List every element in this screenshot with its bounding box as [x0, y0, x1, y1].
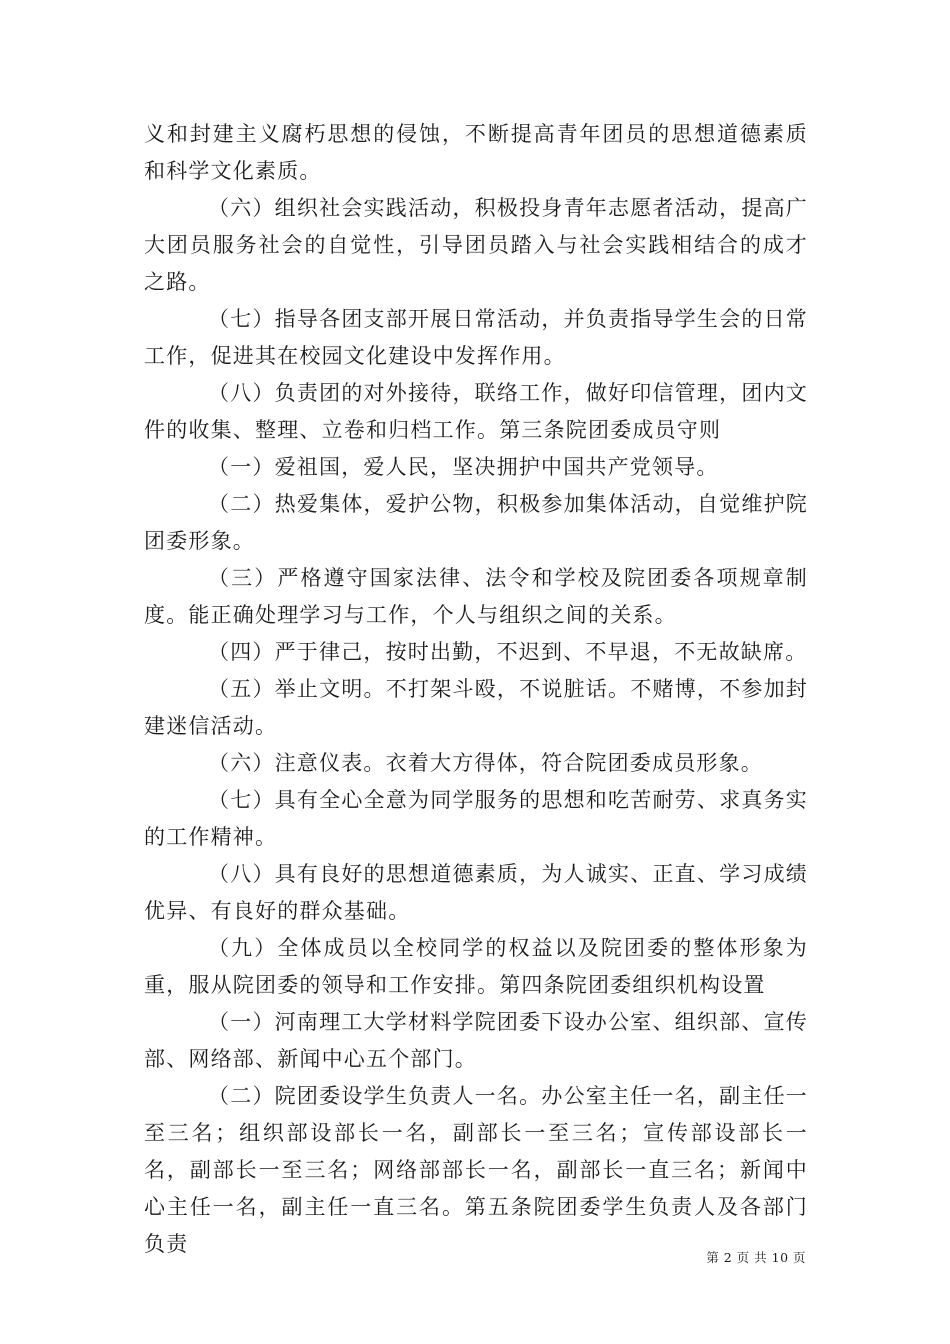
- paragraph: （一）河南理工大学材料学院团委下设办公室、组织部、宣传部、网络部、新闻中心五个部门。: [144, 1010, 808, 1071]
- paragraph: （七）具有全心全意为同学服务的思想和吃苦耐劳、求真务实的工作精神。: [144, 788, 808, 849]
- paragraph: （八）具有良好的思想道德素质，为人诚实、正直、学习成绩优异、有良好的群众基础。: [144, 862, 808, 923]
- paragraph: （六）组织社会实践活动，积极投身青年志愿者活动，提高广大团员服务社会的自觉性，引导团员踏入与社会实践相结合的成才之路。: [144, 196, 808, 294]
- paragraph: （八）负责团的对外接待，联络工作，做好印信管理，团内文件的收集、整理、立卷和归档工作。第三条院团委成员守则: [144, 381, 808, 442]
- paragraph: （三）严格遵守国家法律、法令和学校及院团委各项规章制度。能正确处理学习与工作，个人与组织之间的关系。: [144, 566, 808, 627]
- paragraph: （一）爱祖国，爱人民，坚决拥护中国共产党领导。: [208, 455, 719, 479]
- page-number: 第 2 页 共 10 页: [706, 1250, 806, 1265]
- paragraph: （七）指导各团支部开展日常活动，并负责指导学生会的日常工作，促进其在校园文化建设中发挥作用。: [144, 307, 808, 368]
- paragraph: （四）严于律己，按时出勤，不迟到、不早退，不无故缺席。: [208, 640, 808, 664]
- paragraph: （五）举止文明。不打架斗殴，不说脏话。不赌博，不参加封建迷信活动。: [144, 677, 808, 738]
- paragraph: （二）院团委设学生负责人一名。办公室主任一名，副主任一至三名；组织部设部长一名，副部长一至三名；宣传部设部长一名，副部长一至三名；网络部部长一名，副部长一直三名；新闻中心主任一名，副主任一直三名。第五条院团委学生负责人及各部门负责: [144, 1084, 808, 1256]
- paragraph: （六）注意仪表。衣着大方得体，符合院团委成员形象。: [208, 751, 763, 775]
- paragraph: （二）热爱集体，爱护公物，积极参加集体活动，自觉维护院团委形象。: [144, 492, 808, 553]
- paragraph: （九）全体成员以全校同学的权益以及院团委的整体形象为重，服从院团委的领导和工作安排。第四条院团委组织机构设置: [144, 936, 808, 997]
- paragraph: 义和封建主义腐朽思想的侵蚀，不断提高青年团员的思想道德素质和科学文化素质。: [144, 122, 808, 183]
- document-body: [144, 116, 808, 1263]
